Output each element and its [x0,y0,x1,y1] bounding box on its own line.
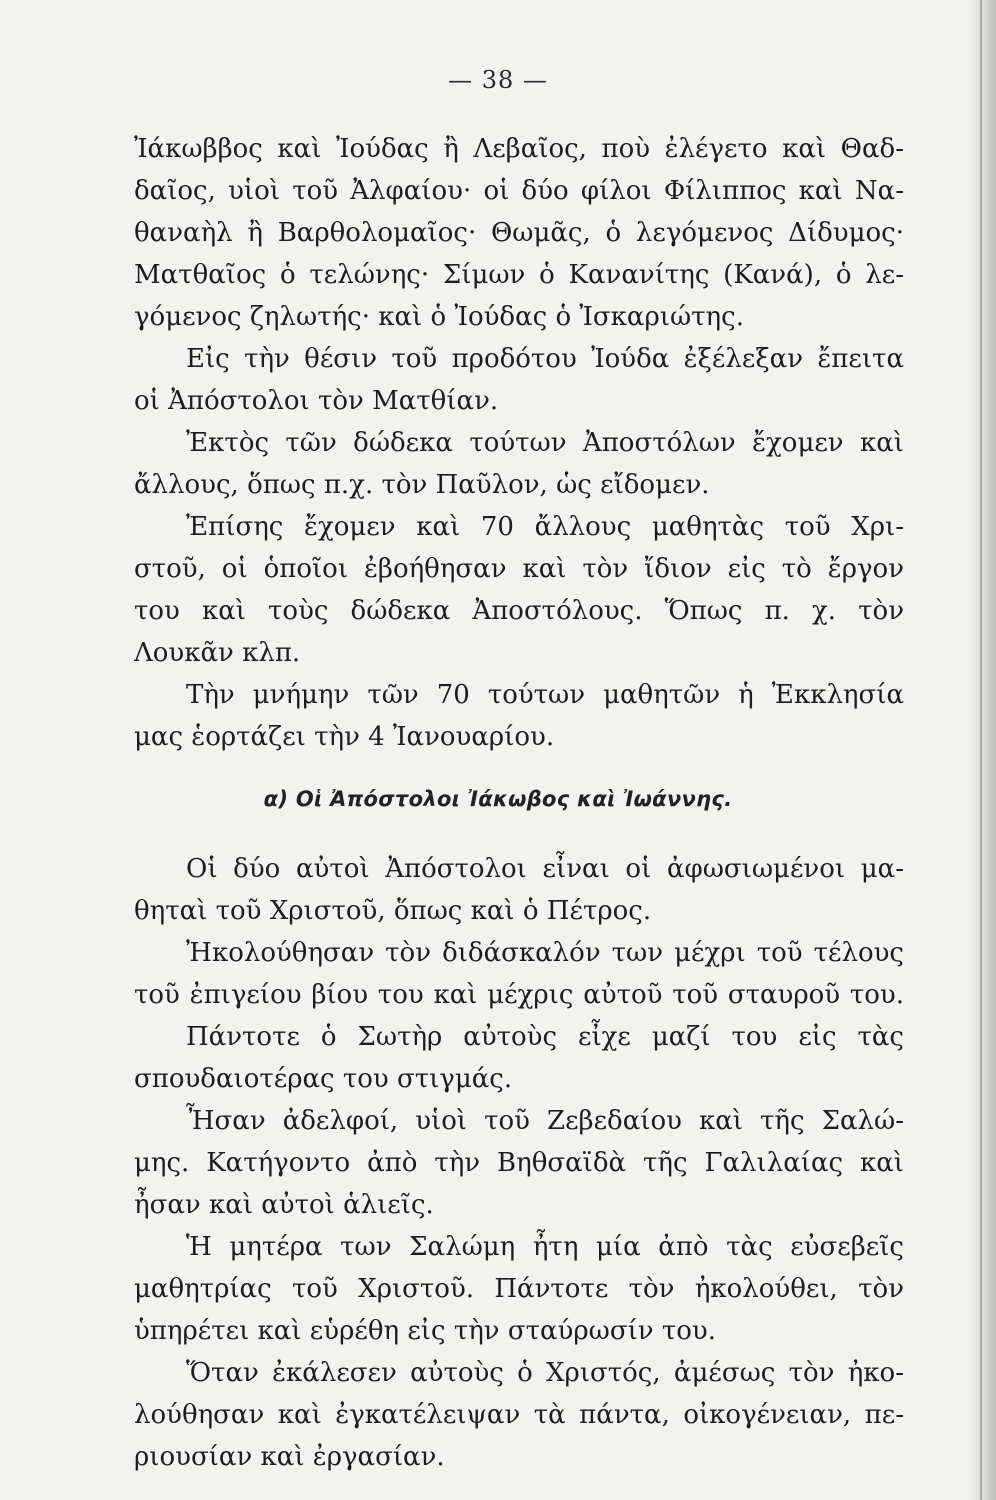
text-line: Ἐπίσης ἔχομεν καὶ 70 ἄλλους μαθητὰς τοῦ Χρι- [186,512,904,542]
text-line: μας ἑορτάζει τὴν 4 Ἰανουαρίου. [134,722,555,752]
text-line: οἱ Ἀπόστολοι τὸν Ματθίαν. [134,386,499,416]
text-block-apostles-list [134,128,904,758]
text-line: Ἦσαν ἀδελφοί, υἱοὶ τοῦ Ζεβεδαίου καὶ τῆς Σαλώ- [186,1106,904,1136]
text-line: μης. Κατήγοντο ἀπὸ τὴν Βηθσαϊδὰ τῆς Γαλιλαίας καὶ [134,1148,904,1178]
section-heading: α) Οἱ Ἀπόστολοι Ἰάκωβος καὶ Ἰωάννης. [263,787,733,811]
text-line: Ματθαῖος ὁ τελώνης· Σίμων ὁ Κανανίτης (Κανά), ὁ λε- [134,260,904,290]
text-line: Λουκᾶν κλπ. [134,638,301,668]
text-line: Πάντοτε ὁ Σωτὴρ αὐτοὺς εἶχε μαζί του εἰς τὰς [186,1022,904,1052]
text-line: Ἐκτὸς τῶν δώδεκα τούτων Ἀποστόλων ἔχομεν καὶ [186,428,904,458]
text-line: Ἰάκωββος καὶ Ἰούδας ἢ Λεβαῖος, ποὺ ἐλέγετο καὶ Θαδ- [134,134,904,164]
text-line: ἄλλους, ὅπως π.χ. τὸν Παῦλον, ὡς εἴδομεν. [134,470,710,500]
text-line: του καὶ τοὺς δώδεκα Ἀποστόλους. Ὅπως π. χ. τὸν [134,596,904,626]
text-line: Ὅταν ἐκάλεσεν αὐτοὺς ὁ Χριστός, ἀμέσως τὸν ἠκο- [186,1358,904,1388]
text-line: θαναὴλ ἢ Βαρθολομαῖος· Θωμᾶς, ὁ λεγόμενος Δίδυμος· [134,218,904,248]
text-line: ἦσαν καὶ αὐτοὶ ἁλιεῖς. [134,1190,434,1220]
text-line: στοῦ, οἱ ὁποῖοι ἐβοήθησαν καὶ τὸν ἴδιον εἰς τὸ ἔργον [134,554,904,584]
text-line: Ἡ μητέρα των Σαλώμη ἦτη μία ἀπὸ τὰς εὐσεβεῖς [186,1232,904,1262]
text-line: ὑπηρέτει καὶ εὑρέθη εἰς τὴν σταύρωσίν του. [134,1316,716,1346]
text-line: σπουδαιοτέρας του στιγμάς. [134,1064,513,1094]
page-edge [968,0,996,1500]
text-line: μαθητρίας τοῦ Χριστοῦ. Πάντοτε τὸν ἠκολούθει, τὸν [134,1274,904,1304]
text-line: δαῖος, υἱοὶ τοῦ Ἀλφαίου· οἱ δύο φίλοι Φίλιππος καὶ Να- [134,176,904,206]
text-line: γόμενος ζηλωτής· καὶ ὁ Ἰούδας ὁ Ἰσκαριώτης. [134,302,744,332]
text-line: Ἠκολούθησαν τὸν διδάσκαλόν των μέχρι τοῦ τέλους [186,938,904,968]
text-line: θηταὶ τοῦ Χριστοῦ, ὅπως καὶ ὁ Πέτρος. [134,896,652,926]
text-line: λούθησαν καὶ ἐγκατέλειψαν τὰ πάντα, οἰκογένειαν, πε- [134,1400,904,1430]
text-block-james-john [134,848,904,1478]
text-line: ριουσίαν καὶ ἐργασίαν. [134,1442,445,1472]
text-line: Τὴν μνήμην τῶν 70 τούτων μαθητῶν ἡ Ἐκκλησία [186,680,904,710]
page-number: — 38 — [448,66,548,94]
text-line: Εἰς τὴν θέσιν τοῦ προδότου Ἰούδα ἐξέλεξαν ἔπειτα [186,344,904,374]
text-line: Οἱ δύο αὐτοὶ Ἀπόστολοι εἶναι οἱ ἀφωσιωμένοι μα- [186,854,904,884]
text-line: τοῦ ἐπιγείου βίου του καὶ μέχρις αὐτοῦ τοῦ σταυροῦ του. [134,980,904,1010]
